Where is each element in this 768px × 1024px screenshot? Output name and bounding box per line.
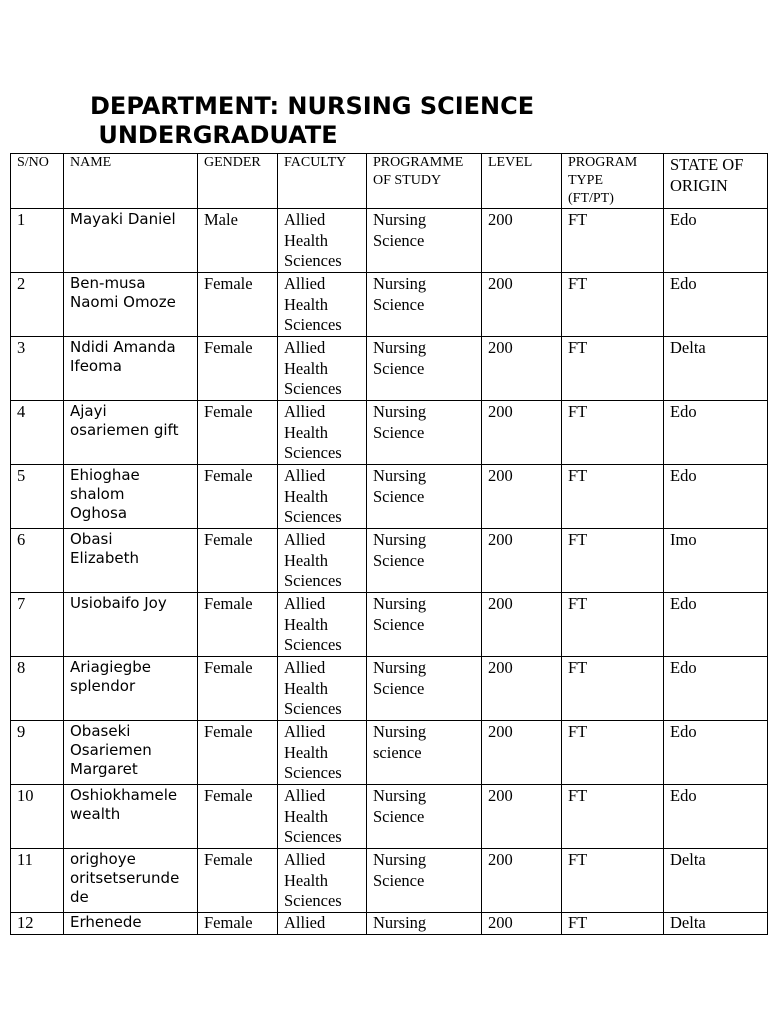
header-state-of-origin: STATE OF ORIGIN [664, 154, 768, 209]
table-header-row [11, 154, 768, 209]
document-title [90, 92, 534, 150]
table-row [11, 529, 768, 593]
cell-faculty: Allied Health Sciences [278, 273, 367, 337]
cell-sno: 1 [11, 209, 64, 273]
cell-state: Edo [664, 721, 768, 785]
cell-name: Obasi Elizabeth [64, 529, 198, 593]
cell-program-type: FT [562, 273, 664, 337]
cell-sno: 6 [11, 529, 64, 593]
table-row [11, 721, 768, 785]
cell-sno: 2 [11, 273, 64, 337]
cell-state: Imo [664, 529, 768, 593]
cell-level: 200 [482, 785, 562, 849]
cell-level: 200 [482, 849, 562, 913]
cell-name: Mayaki Daniel [64, 209, 198, 273]
table-row [11, 785, 768, 849]
table-row [11, 657, 768, 721]
cell-state: Edo [664, 785, 768, 849]
cell-name: Oshiokhamele wealth [64, 785, 198, 849]
cell-state: Edo [664, 401, 768, 465]
cell-level: 200 [482, 657, 562, 721]
cell-program-type: FT [562, 529, 664, 593]
table-row [11, 849, 768, 913]
cell-gender: Female [198, 849, 278, 913]
cell-faculty: Allied Health Sciences [278, 785, 367, 849]
cell-gender: Female [198, 401, 278, 465]
cell-faculty: Allied Health Sciences [278, 721, 367, 785]
cell-programme: Nursing Science [367, 337, 482, 401]
table-row [11, 209, 768, 273]
cell-level: 200 [482, 273, 562, 337]
table-row [11, 337, 768, 401]
cell-programme: Nursing [367, 913, 482, 935]
cell-program-type: FT [562, 465, 664, 529]
cell-sno: 7 [11, 593, 64, 657]
cell-gender: Male [198, 209, 278, 273]
cell-program-type: FT [562, 593, 664, 657]
table-row [11, 401, 768, 465]
title-line-1: DEPARTMENT: NURSING SCIENCE [90, 92, 535, 120]
cell-faculty: Allied [278, 913, 367, 935]
cell-programme: Nursing Science [367, 593, 482, 657]
cell-level: 200 [482, 465, 562, 529]
cell-name: Ajayi osariemen gift [64, 401, 198, 465]
table-row [11, 593, 768, 657]
cell-program-type: FT [562, 849, 664, 913]
cell-state: Delta [664, 913, 768, 935]
cell-faculty: Allied Health Sciences [278, 593, 367, 657]
cell-programme: Nursing Science [367, 209, 482, 273]
cell-gender: Female [198, 337, 278, 401]
cell-level: 200 [482, 593, 562, 657]
cell-sno: 11 [11, 849, 64, 913]
cell-faculty: Allied Health Sciences [278, 529, 367, 593]
cell-gender: Female [198, 721, 278, 785]
cell-level: 200 [482, 721, 562, 785]
cell-gender: Female [198, 657, 278, 721]
cell-sno: 5 [11, 465, 64, 529]
cell-gender: Female [198, 529, 278, 593]
cell-name: Ben-musa Naomi Omoze [64, 273, 198, 337]
cell-level: 200 [482, 337, 562, 401]
cell-gender: Female [198, 913, 278, 935]
header-sno: S/NO [11, 154, 64, 209]
cell-state: Edo [664, 273, 768, 337]
cell-faculty: Allied Health Sciences [278, 657, 367, 721]
cell-sno: 10 [11, 785, 64, 849]
cell-faculty: Allied Health Sciences [278, 209, 367, 273]
cell-program-type: FT [562, 337, 664, 401]
cell-programme: Nursing science [367, 721, 482, 785]
cell-faculty: Allied Health Sciences [278, 401, 367, 465]
cell-level: 200 [482, 913, 562, 935]
cell-programme: Nursing Science [367, 273, 482, 337]
cell-program-type: FT [562, 721, 664, 785]
cell-state: Edo [664, 657, 768, 721]
cell-state: Edo [664, 465, 768, 529]
cell-name: orighoye oritsetserunde de [64, 849, 198, 913]
cell-state: Delta [664, 849, 768, 913]
cell-gender: Female [198, 273, 278, 337]
table-row [11, 913, 768, 935]
cell-sno: 3 [11, 337, 64, 401]
table-row [11, 273, 768, 337]
cell-programme: Nursing Science [367, 465, 482, 529]
cell-level: 200 [482, 401, 562, 465]
cell-programme: Nursing Science [367, 849, 482, 913]
cell-state: Edo [664, 593, 768, 657]
cell-sno: 8 [11, 657, 64, 721]
student-table [10, 153, 768, 935]
header-gender: GENDER [198, 154, 278, 209]
cell-state: Delta [664, 337, 768, 401]
cell-name: Obaseki Osariemen Margaret [64, 721, 198, 785]
cell-programme: Nursing Science [367, 785, 482, 849]
cell-sno: 4 [11, 401, 64, 465]
cell-faculty: Allied Health Sciences [278, 849, 367, 913]
cell-program-type: FT [562, 401, 664, 465]
cell-name: Erhenede [64, 913, 198, 935]
cell-faculty: Allied Health Sciences [278, 337, 367, 401]
cell-gender: Female [198, 593, 278, 657]
cell-level: 200 [482, 529, 562, 593]
cell-program-type: FT [562, 657, 664, 721]
header-program-type: PROGRAM TYPE (FT/PT) [562, 154, 664, 209]
header-level: LEVEL [482, 154, 562, 209]
table-row [11, 465, 768, 529]
title-line-2: UNDERGRADUATE [90, 121, 338, 149]
header-name: NAME [64, 154, 198, 209]
cell-name: Ndidi Amanda Ifeoma [64, 337, 198, 401]
cell-gender: Female [198, 465, 278, 529]
cell-programme: Nursing Science [367, 529, 482, 593]
cell-state: Edo [664, 209, 768, 273]
cell-name: Ehioghae shalom Oghosa [64, 465, 198, 529]
cell-programme: Nursing Science [367, 401, 482, 465]
cell-sno: 9 [11, 721, 64, 785]
cell-programme: Nursing Science [367, 657, 482, 721]
header-programme: PROGRAMME OF STUDY [367, 154, 482, 209]
cell-program-type: FT [562, 209, 664, 273]
cell-program-type: FT [562, 785, 664, 849]
cell-name: Usiobaifo Joy [64, 593, 198, 657]
cell-program-type: FT [562, 913, 664, 935]
cell-faculty: Allied Health Sciences [278, 465, 367, 529]
cell-level: 200 [482, 209, 562, 273]
cell-name: Ariagiegbe splendor [64, 657, 198, 721]
cell-sno: 12 [11, 913, 64, 935]
header-faculty: FACULTY [278, 154, 367, 209]
table-body [11, 154, 768, 935]
cell-gender: Female [198, 785, 278, 849]
